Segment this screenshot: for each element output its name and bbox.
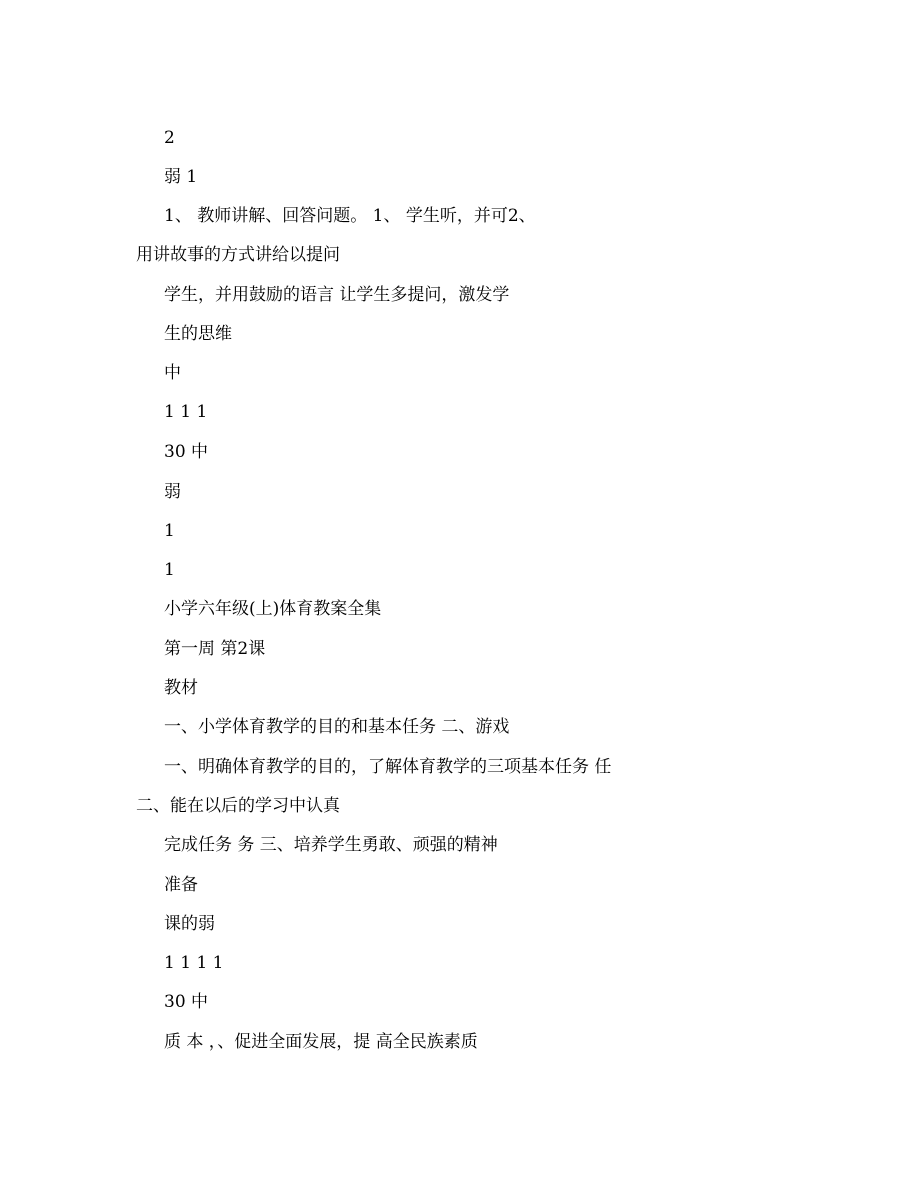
text-line-17: 一、明确体育教学的目的，了解体育教学的三项基本任务 任 — [164, 757, 612, 777]
text-line-4: 用讲故事的方式讲给以提问 — [136, 245, 340, 265]
text-line-1: 2 — [164, 128, 175, 148]
text-line-3: 1、 教师讲解、回答问题。 1、 学生听，并可2、 — [164, 206, 536, 226]
text-line-5: 学生，并用鼓励的语言 让学生多提问，激发学 — [164, 285, 510, 305]
text-line-22: 1 1 1 1 — [164, 953, 224, 973]
text-line-19: 完成任务 务 三、培养学生勇敢、顽强的精神 — [164, 835, 498, 855]
text-line-9: 30 中 — [164, 442, 209, 462]
text-line-21: 课的弱 — [164, 914, 215, 934]
text-line-7: 中 — [164, 363, 181, 383]
text-line-8: 1 1 1 — [164, 402, 208, 422]
text-line-20: 准备 — [164, 875, 198, 895]
text-line-24: 质 本 ，、促进全面发展，提 高全民族素质 — [164, 1032, 478, 1052]
text-line-12: 1 — [164, 560, 175, 580]
text-line-2: 弱 1 — [164, 167, 198, 187]
text-line-23: 30 中 — [164, 992, 209, 1012]
text-line-6: 生的思维 — [164, 324, 232, 344]
text-line-10: 弱 — [164, 482, 181, 502]
text-line-18: 二、能在以后的学习中认真 — [136, 796, 340, 816]
document-title: 小学六年级(上)体育教案全集 — [164, 599, 382, 619]
text-line-15: 教材 — [164, 678, 198, 698]
text-line-14: 第一周 第2课 — [164, 639, 266, 659]
text-line-11: 1 — [164, 521, 175, 541]
text-line-16: 一、小学体育教学的目的和基本任务 二、游戏 — [164, 717, 510, 737]
